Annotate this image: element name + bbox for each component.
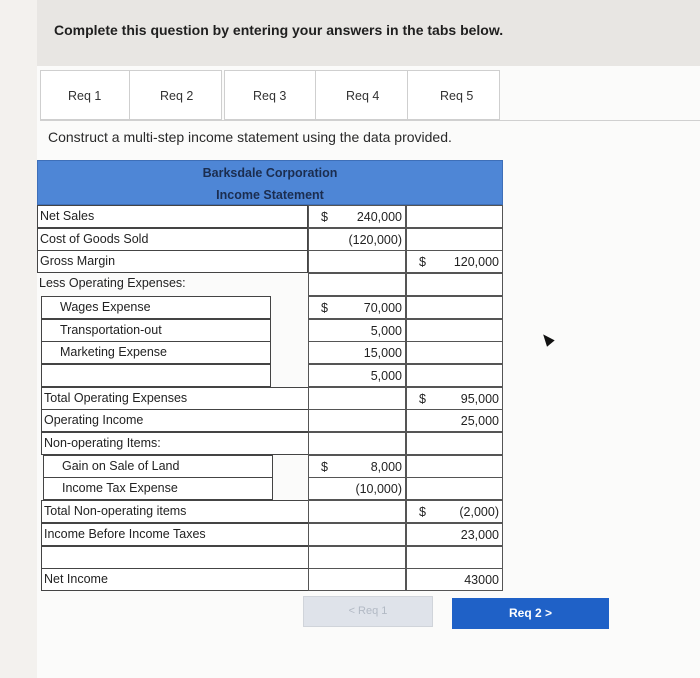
row-label[interactable]: Gross Margin — [37, 250, 308, 273]
amount-value: 43000 — [464, 573, 499, 588]
amount-column-2-field[interactable] — [406, 477, 503, 500]
statement-row — [37, 523, 503, 546]
prev-req-button[interactable]: < Req 1 — [303, 596, 433, 627]
amount-value: 120,000 — [453, 255, 499, 270]
row-label[interactable]: Operating Income — [41, 409, 312, 432]
amount-column-2-field[interactable] — [406, 432, 503, 455]
amount-column-2-field[interactable] — [406, 523, 503, 546]
amount-value: (10,000) — [355, 482, 402, 497]
amount-value: 5,000 — [370, 323, 402, 338]
amount-column-2-field[interactable] — [406, 546, 503, 569]
tab-label: Req 5 — [440, 89, 474, 103]
amount-value: 5,000 — [370, 368, 402, 383]
amount-column-1-field[interactable] — [308, 523, 406, 546]
tab-label: Req 4 — [346, 89, 380, 103]
statement-row — [37, 455, 503, 478]
amount-column-2-field[interactable] — [406, 319, 503, 342]
row-label[interactable]: Total Non-operating items — [41, 500, 312, 523]
row-label[interactable]: Cost of Goods Sold — [37, 228, 308, 251]
statement-row — [37, 296, 503, 319]
amount-column-1-field[interactable] — [308, 341, 406, 364]
amount-column-2-field[interactable] — [406, 500, 503, 523]
tab-label: Req 2 — [160, 89, 194, 103]
tab-bar — [40, 70, 500, 120]
statement-row — [37, 568, 503, 591]
row-label[interactable]: Income Before Income Taxes — [41, 523, 312, 546]
amount-column-2-field[interactable] — [406, 568, 503, 591]
tab-req-3[interactable] — [224, 70, 316, 120]
dollar-sign: $ — [321, 210, 328, 224]
amount-column-1-field[interactable] — [308, 228, 406, 251]
statement-row — [37, 319, 503, 342]
statement-row — [37, 432, 503, 455]
next-req-button[interactable]: Req 2 > — [452, 598, 609, 629]
statement-header — [37, 160, 503, 205]
amount-column-1-field[interactable] — [308, 387, 406, 410]
row-label[interactable]: Gain on Sale of Land — [43, 455, 273, 478]
row-label[interactable]: Wages Expense — [41, 296, 271, 319]
statement-row — [37, 341, 503, 364]
amount-column-2-field[interactable] — [406, 409, 503, 432]
statement-row — [37, 228, 503, 251]
amount-value: 240,000 — [356, 210, 402, 224]
row-label[interactable]: Marketing Expense — [41, 341, 271, 364]
statement-row — [37, 205, 503, 228]
statement-row — [37, 477, 503, 500]
amount-column-1-field[interactable] — [308, 205, 406, 228]
tab-req-4[interactable] — [316, 70, 408, 120]
amount-value: (120,000) — [348, 232, 402, 247]
row-label[interactable]: Net Income — [41, 568, 312, 591]
amount-value: 15,000 — [363, 346, 402, 361]
amount-column-1-field[interactable] — [308, 432, 406, 455]
dollar-sign: $ — [321, 300, 328, 315]
amount-column-1-field[interactable] — [308, 273, 406, 296]
amount-value: (2,000) — [459, 505, 499, 520]
statement-row — [37, 546, 503, 569]
tab-req-2[interactable] — [130, 70, 222, 120]
dollar-sign: $ — [321, 459, 328, 474]
row-label[interactable]: Net Sales — [37, 205, 308, 228]
statement-row — [37, 364, 503, 387]
amount-column-1-field[interactable] — [308, 568, 406, 591]
amount-value: 8,000 — [370, 459, 402, 474]
amount-column-1-field[interactable] — [308, 364, 406, 387]
amount-column-1-field[interactable] — [308, 500, 406, 523]
statement-row — [37, 250, 503, 273]
row-label[interactable]: Non-operating Items: — [41, 432, 312, 455]
dollar-sign: $ — [419, 255, 426, 270]
amount-column-1-field[interactable] — [308, 319, 406, 342]
amount-column-2-field[interactable] — [406, 228, 503, 251]
amount-column-2-field[interactable] — [406, 205, 503, 228]
amount-column-1-field[interactable] — [308, 455, 406, 478]
statement-title: Income Statement — [216, 188, 324, 202]
tab-req-5[interactable] — [408, 70, 500, 120]
row-label[interactable]: Income Tax Expense — [43, 477, 273, 500]
amount-value: 23,000 — [460, 527, 499, 542]
tab-req-1[interactable] — [40, 70, 130, 120]
amount-value: 70,000 — [363, 300, 402, 315]
row-label: Less Operating Expenses: — [39, 276, 186, 291]
row-label[interactable]: Total Operating Expenses — [41, 387, 312, 410]
row-label[interactable] — [41, 546, 312, 569]
amount-column-1-field[interactable] — [308, 296, 406, 319]
amount-value: 25,000 — [460, 414, 499, 429]
row-label[interactable]: Transportation-out — [41, 319, 271, 342]
amount-column-2-field[interactable] — [406, 341, 503, 364]
amount-column-2-field[interactable] — [406, 364, 503, 387]
page-title: Complete this question by entering your answers in the tabs below. — [54, 22, 504, 38]
statement-row — [37, 409, 503, 432]
statement-row — [37, 387, 503, 410]
amount-column-1-field[interactable] — [308, 409, 406, 432]
tab-label: Req 1 — [68, 89, 102, 103]
amount-column-1-field[interactable] — [308, 250, 406, 273]
amount-column-1-field[interactable] — [308, 477, 406, 500]
statement-row — [37, 273, 503, 296]
amount-value: 95,000 — [460, 391, 499, 406]
amount-column-1-field[interactable] — [308, 546, 406, 569]
instruction-text: Construct a multi-step income statement using the data provided. — [48, 129, 452, 145]
amount-column-2-field[interactable] — [406, 296, 503, 319]
statement-row — [37, 500, 503, 523]
tab-divider — [40, 120, 700, 121]
tab-label: Req 3 — [253, 89, 287, 103]
amount-column-2-field[interactable] — [406, 387, 503, 410]
amount-column-2-field[interactable] — [406, 273, 503, 296]
amount-column-2-field[interactable] — [406, 250, 503, 273]
dollar-sign: $ — [419, 505, 426, 520]
row-label[interactable] — [41, 364, 271, 387]
amount-column-2-field[interactable] — [406, 455, 503, 478]
dollar-sign: $ — [419, 391, 426, 406]
company-name: Barksdale Corporation — [202, 166, 338, 180]
